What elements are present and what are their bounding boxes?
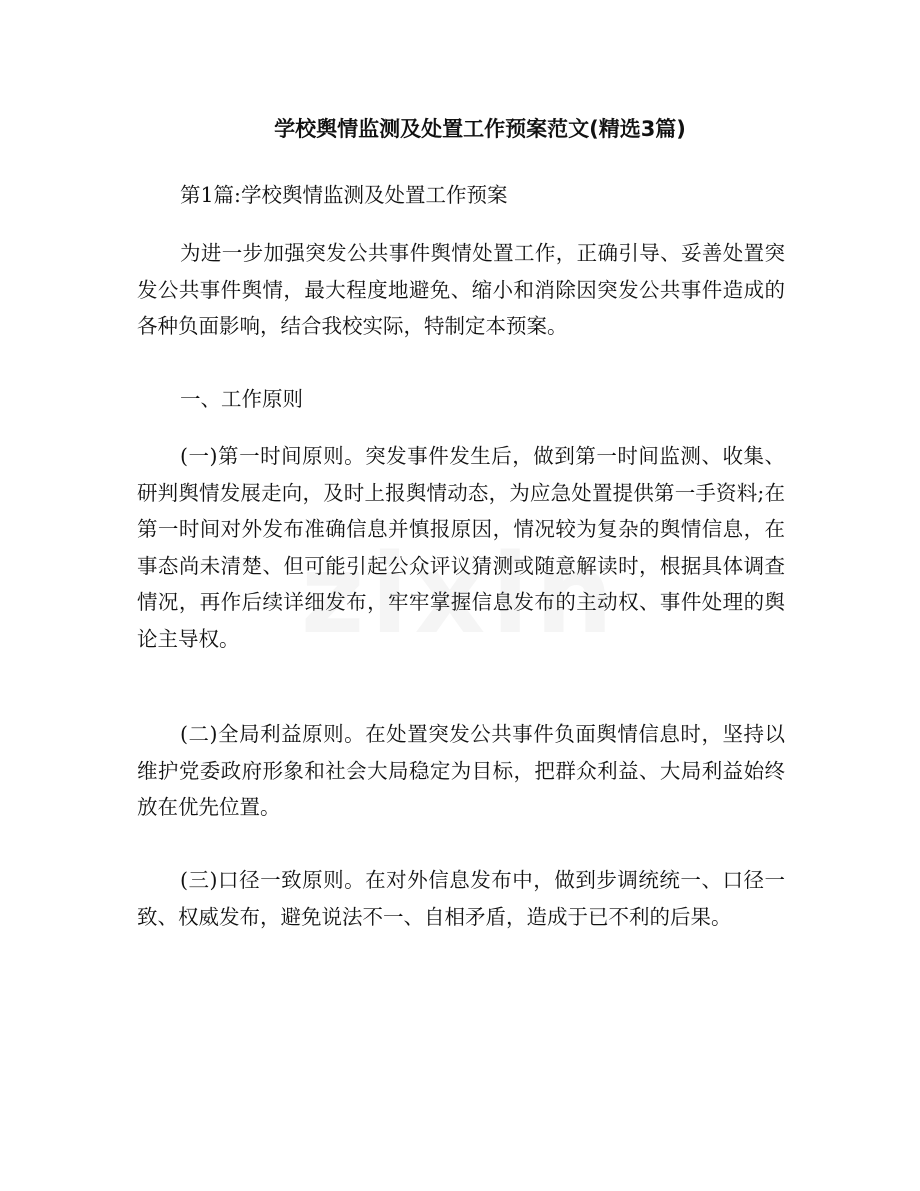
principle-3-paragraph: (三)口径一致原则。在对外信息发布中，做到步调统统一、口径一致、权威发布，避免说法不一、自相矛盾，造成于已不利的后果。	[137, 868, 785, 929]
section-heading: 一、工作原则	[180, 387, 303, 411]
document-title: 学校舆情监测及处置工作预案范文(精选3篇)	[274, 117, 686, 141]
principle-1-paragraph: (一)第一时间原则。突发事件发生后，做到第一时间监测、收集、研判舆情发展走向，及时上报舆情动态，为应急处置提供第一手资料;在第一时间对外发布准确信息并慎报原因，情况较为复杂的舆情信息，在事态尚未清楚、但可能引起公众评议猜测或随意解读时，根据具体调查情况，再作后续详细发布，牢牢掌握信息发布的主动权、事件处理的舆论主导权。	[137, 444, 785, 651]
part-heading: 第1篇:学校舆情监测及处置工作预案	[180, 183, 508, 207]
principle-2-paragraph: (二)全局利益原则。在处置突发公共事件负面舆情信息时，坚持以维护党委政府形象和社会大局稳定为目标，把群众利益、大局利益始终放在优先位置。	[137, 722, 785, 819]
intro-paragraph: 为进一步加强突发公共事件舆情处置工作，正确引导、妥善处置突发公共事件舆情，最大程度地避免、缩小和消除因突发公共事件造成的各种负面影响，结合我校实际，特制定本预案。	[137, 241, 785, 338]
